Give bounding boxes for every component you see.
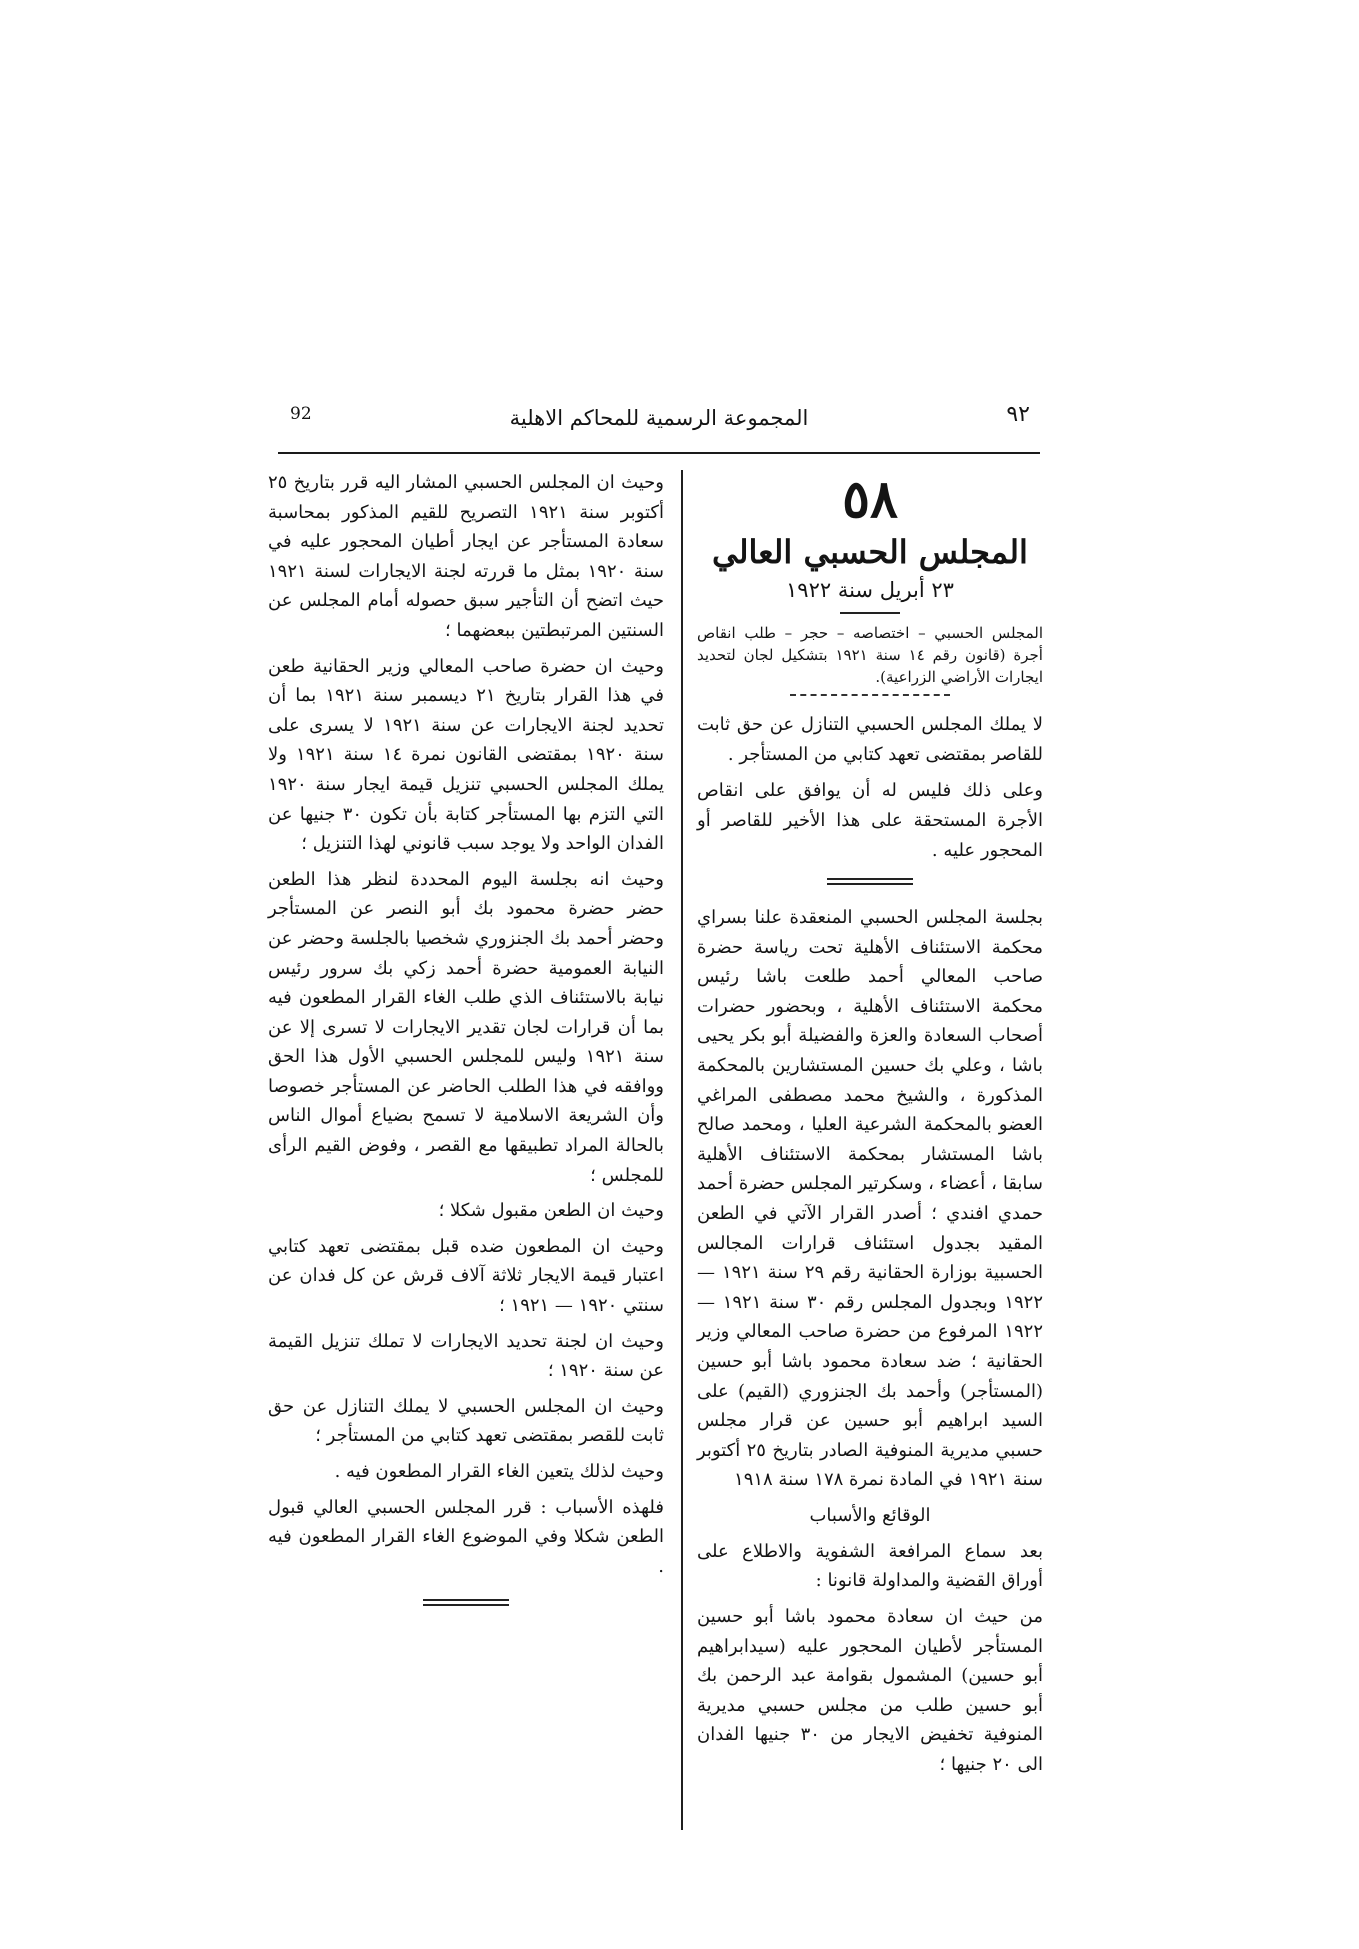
column-divider <box>681 470 683 1830</box>
reasoning-paragraph: وحيث انه بجلسة اليوم المحددة لنظر هذا الطعن حضر حضرة محمود بك أبو النصر عن المستأجر وحضر أحمد بك الجنزوري شخصيا بالجلسة وحضر عن النيابة العمومية حضرة أحمد زكي بك سرور رئيس نيابة بالاستئناف الذي طلب الغاء القرار المطعون فيه بما أن قرارات لجان تقدير الايجارات لا تسرى إلا عن سنة ١٩٢١ وليس للمجلس الحسبي الأول هذا الحق ووافقه في هذا الطلب الحاضر عن المستأجر خصوصا وأن الشريعة الاسلامية لا تسمح بضياع أموال الناس بالحالة المراد تطبيقها مع القصر ، وفوض القيم الرأى للمجلس ؛ <box>268 868 664 1186</box>
reasoning-paragraph: وحيث ان المطعون ضده قبل بمقتضى تعهد كتابي اعتبار قيمة الايجار ثلاثة آلاف قرش عن كل فدان عن سنتي ١٩٢٠ — ١٩٢١ ؛ <box>268 1235 664 1317</box>
case-keywords: المجلس الحسبي – اختصاصه – حجر – طلب انقاص أجرة (قانون رقم ١٤ سنة ١٩٢١ بتشكيل لجان لتحديد ايجارات الأراضي الزراعية). <box>697 624 1043 686</box>
page-header <box>278 404 1040 454</box>
short-rule <box>840 612 900 614</box>
running-title: المجموعة الرسمية للمحاكم الاهلية <box>509 406 809 430</box>
reasoning-paragraph: وحيث ان المجلس الحسبي المشار اليه قرر بتاريخ ٢٥ أكتوبر سنة ١٩٢١ التصريح للقيم المذكور بمحاسبة سعادة المستأجر عن ايجار أطيان المحجور عليه في سنة ١٩٢٠ بمثل ما قررته لجنة الايجارات لسنة ١٩٢١ حيث اتضح أن التأجير سبق حصوله أمام المجلس عن السنتين المرتبطتين ببعضهما ؛ <box>268 472 664 641</box>
page-number-arabic: ٩٢ <box>1006 402 1030 427</box>
page-number-latin: 92 <box>290 404 312 424</box>
decision-date: ٢٣ أبريل سنة ١٩٢٢ <box>786 578 954 602</box>
dashed-divider <box>790 694 950 696</box>
reasoning-paragraph: وحيث لذلك يتعين الغاء القرار المطعون فيه . <box>334 1461 664 1482</box>
reasoning-paragraph: وحيث ان حضرة صاحب المعالي وزير الحقانية طعن في هذا القرار بتاريخ ٢١ ديسمبر سنة ١٩٢١ بما أن تحديد لجنة الايجارات عن سنة ١٩٢١ لا يسرى على سنة ١٩٢٠ بمقتضى القانون نمرة ١٤ سنة ١٩٢١ ولا يملك المجلس الحسبي تنزيل قيمة ايجار سنة ١٩٢٠ التي التزم بها المستأجر كتابة بأن تكون ٣٠ جنيها عن الفدان الواحد ولا يوجد سبب قانوني لهذا التنزيل ؛ <box>268 655 664 855</box>
holding-paragraph: لا يملك المجلس الحسبي التنازل عن حق ثابت للقاصر بمقتضى تعهد كتابي من المستأجر . <box>697 714 1043 765</box>
right-column <box>697 468 1043 1786</box>
facts-paragraph: من حيث ان سعادة محمود باشا أبو حسين المستأجر لأطيان المحجور عليه (سيدابراهيم أبو حسين) المشمول بقوامة عبد الرحمن بك أبو حسين طلب من مجلس حسبي مديرية المنوفية تخفيض الايجار من ٣٠ جنيها الفدان الى ٢٠ جنيها ؛ <box>697 1606 1043 1776</box>
case-number: ٥٨ <box>842 469 898 530</box>
court-name: المجلس الحسبي العالي <box>712 533 1028 571</box>
reasoning-paragraph: وحيث ان لجنة تحديد الايجارات لا تملك تنزيل القيمة عن سنة ١٩٢٠ ؛ <box>268 1330 664 1382</box>
left-column <box>268 468 664 1606</box>
double-rule <box>827 878 913 885</box>
decision-paragraph: فلهذه الأسباب : قرر المجلس الحسبي العالي قبول الطعن شكلا وفي الموضوع الغاء القرار المطعون فيه . <box>268 1496 664 1577</box>
reasoning-paragraph: وحيث ان المجلس الحسبي لا يملك التنازل عن حق ثابت للقصر بمقتضى تعهد كتابي من المستأجر ؛ <box>268 1395 664 1447</box>
end-rule <box>423 1599 509 1606</box>
facts-intro: بعد سماع المرافعة الشفوية والاطلاع على أوراق القضية والمداولة قانونا : <box>697 1540 1043 1592</box>
holding-paragraph: وعلى ذلك فليس له أن يوافق على انقاص الأجرة المستحقة على هذا الأخير للقاصر أو المحجور عليه . <box>697 780 1043 861</box>
reasoning-paragraph: وحيث ان الطعن مقبول شكلا ؛ <box>438 1200 664 1222</box>
facts-heading: الوقائع والأسباب <box>809 1504 931 1526</box>
session-paragraph: بجلسة المجلس الحسبي المنعقدة علنا بسراي محكمة الاستئناف الأهلية تحت رياسة حضرة صاحب المعالي أحمد طلعت باشا رئيس محكمة الاستئناف الأهلية ، وبحضور حضرات أصحاب السعادة والعزة والفضيلة أبو بكر يحيى باشا ، وعلي بك حسين المستشارين بالمحكمة المذكورة ، والشيخ محمد مصطفى المراغي العضو بالمحكمة الشرعية العليا ، ومحمد صالح باشا المستشار بمحكمة الاستئناف الأهلية سابقا ، أعضاء ، وسكرتير المجلس حضرة أحمد حمدي افندي ؛ أصدر القرار الآتي في الطعن المقيد بجدول استئناف قرارات المجالس الحسبية بوزارة الحقانية رقم ٢٩ سنة ١٩٢١ — ١٩٢٢ وبجدول المجلس رقم ٣٠ سنة ١٩٢١ — ١٩٢٢ المرفوع من حضرة صاحب المعالي وزير الحقانية ؛ ضد سعادة محمود باشا أبو حسين (المستأجر) وأحمد بك الجنزوري (القيم) على السيد ابراهيم أبو حسين عن قرار مجلس حسبي مديرية المنوفية الصادر بتاريخ ٢٥ أكتوبر سنة ١٩٢١ في المادة نمرة ١٧٨ سنة ١٩١٨ <box>697 907 1044 1491</box>
